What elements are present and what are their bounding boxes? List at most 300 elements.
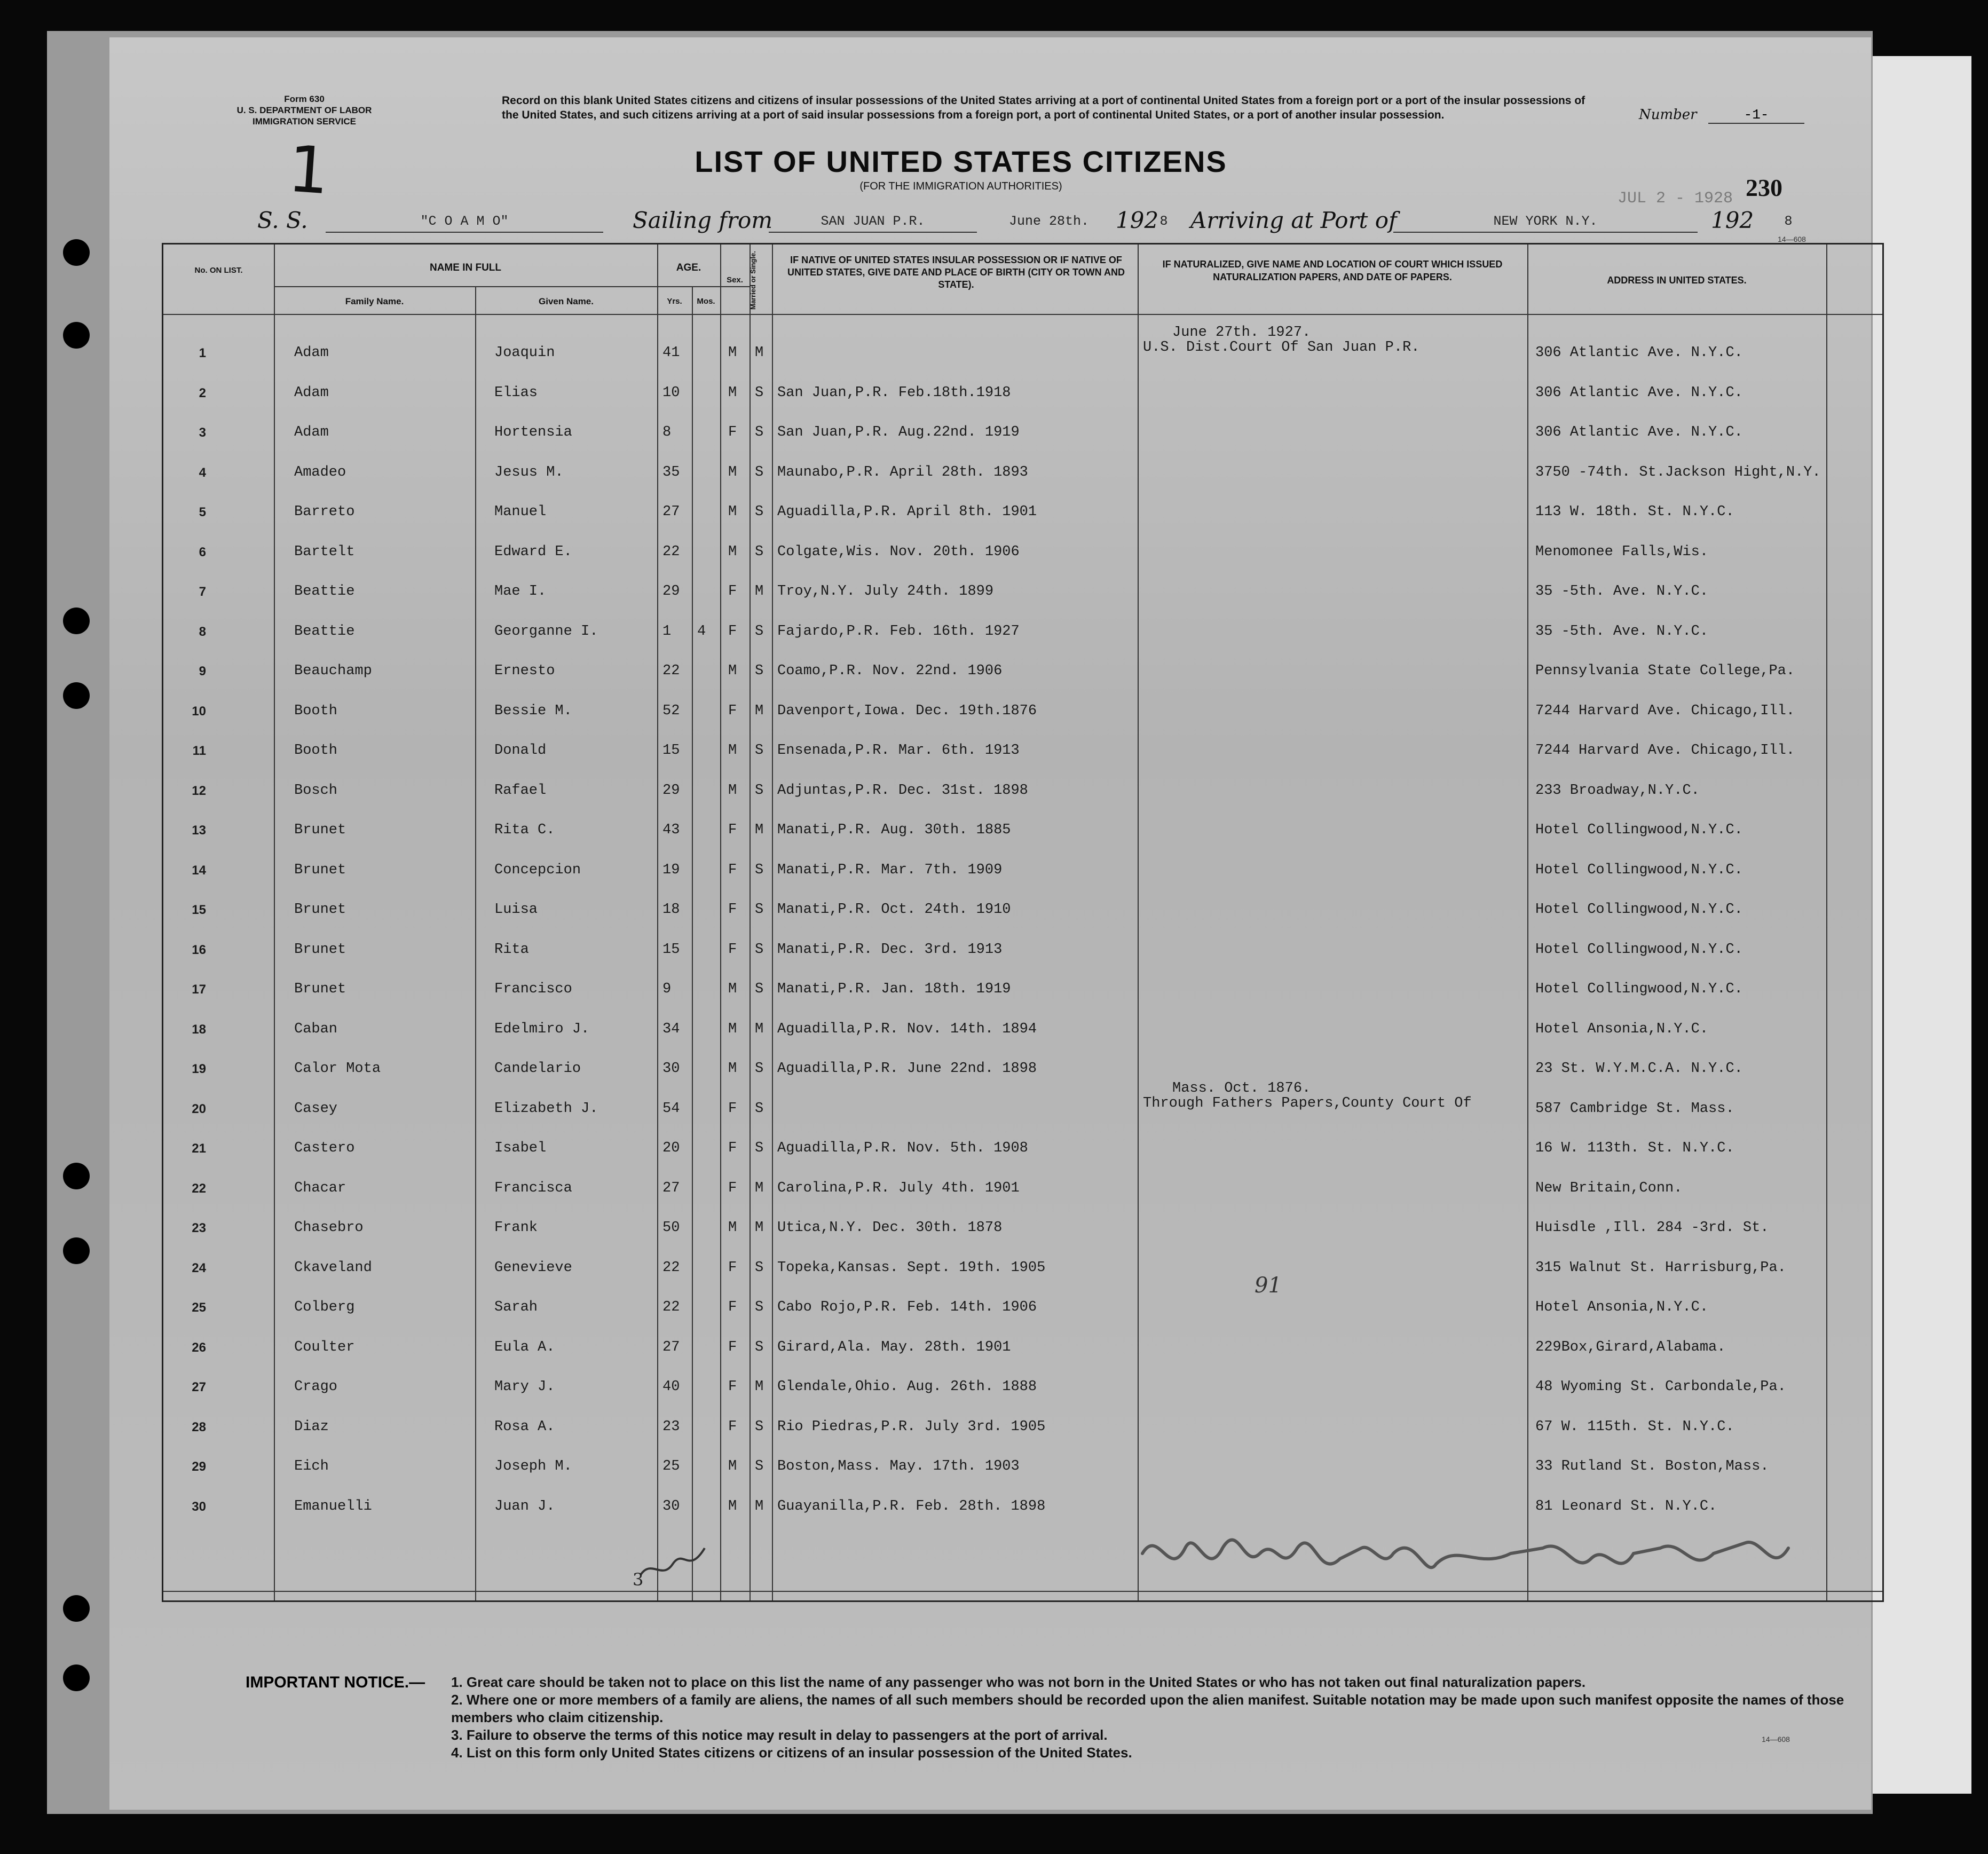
row-number: 24: [192, 1260, 206, 1275]
given-name: Jesus M.: [494, 464, 564, 480]
header-married-or-single: Married or Single.: [749, 251, 757, 310]
family-name: Booth: [294, 743, 338, 759]
age-years: 1: [662, 623, 672, 640]
header-name-in-full: NAME IN FULL: [429, 262, 502, 273]
age-years: 30: [662, 1061, 680, 1077]
sex: M: [728, 1220, 737, 1236]
family-name: Colberg: [294, 1299, 355, 1315]
table-row: [163, 1200, 1882, 1240]
table-row: [163, 881, 1882, 921]
birth-place-date: Guayanilla,P.R. Feb. 28th. 1898: [777, 1498, 1046, 1514]
given-name: Ernesto: [494, 663, 555, 679]
sex: M: [728, 1458, 737, 1474]
pencil-number: 91: [1255, 1273, 1282, 1298]
sex: F: [728, 941, 737, 958]
naturalization-date: June 27th. 1927.: [1172, 325, 1311, 341]
notice-item-3: 3. Failure to observe the terms of this notice may result in delay to passengers at the port of arrival.: [451, 1727, 1108, 1743]
address: Hotel Collingwood,N.Y.C.: [1535, 981, 1743, 997]
given-name: Isabel: [494, 1140, 547, 1156]
birth-place-date: Manati,P.R. Jan. 18th. 1919: [777, 981, 1011, 997]
page-subtitle: (FOR THE IMMIGRATION AUTHORITIES): [859, 180, 1062, 192]
given-name: Elias: [494, 384, 538, 401]
family-name: Coulter: [294, 1339, 355, 1355]
birth-place-date: Aguadilla,P.R. April 8th. 1901: [777, 504, 1037, 520]
birth-place-date: Aguadilla,P.R. Nov. 5th. 1908: [777, 1140, 1028, 1156]
sex: M: [728, 663, 737, 679]
sex: M: [728, 1021, 737, 1037]
punch-hole: [63, 239, 90, 266]
table-row: [163, 1319, 1882, 1359]
age-years: 27: [662, 1180, 680, 1196]
row-number: 1: [199, 346, 206, 360]
birth-place-date: Colgate,Wis. Nov. 20th. 1906: [777, 543, 1020, 560]
given-name: Concepcion: [494, 862, 581, 878]
table-row: [163, 1359, 1882, 1399]
family-name: Adam: [294, 424, 329, 440]
given-name: Rosa A.: [494, 1418, 555, 1435]
row-number: 21: [192, 1141, 206, 1156]
address: 587 Cambridge St. Mass.: [1535, 1100, 1734, 1117]
table-row: [163, 524, 1882, 564]
sex: F: [728, 1418, 737, 1435]
address: 3750 -74th. St.Jackson Hight,N.Y.: [1535, 464, 1821, 480]
married-single: S: [755, 623, 764, 640]
row-number: 29: [192, 1459, 206, 1474]
age-months: 4: [697, 623, 706, 640]
married-single: S: [755, 1458, 764, 1474]
arriving-year-prefix: 192: [1711, 207, 1754, 233]
family-name: Crago: [294, 1379, 338, 1395]
sex: M: [728, 1061, 737, 1077]
birth-place-date: Troy,N.Y. July 24th. 1899: [777, 583, 994, 599]
family-name: Brunet: [294, 941, 346, 958]
sex: M: [728, 782, 737, 799]
department-name: U. S. DEPARTMENT OF LABOR: [236, 105, 372, 115]
family-name: Eich: [294, 1458, 329, 1474]
married-single: S: [755, 464, 764, 480]
married-single: S: [755, 384, 764, 401]
header-sex: Sex.: [727, 275, 743, 285]
sex: M: [728, 464, 737, 480]
table-row: [163, 1438, 1882, 1478]
birth-place-date: Manati,P.R. Oct. 24th. 1910: [777, 902, 1011, 918]
sex: F: [728, 1259, 737, 1276]
family-name: Booth: [294, 703, 338, 719]
married-single: M: [755, 822, 764, 838]
row-number: 9: [199, 664, 206, 679]
header-no: No. ON LIST.: [194, 266, 243, 275]
given-name: Eula A.: [494, 1339, 555, 1355]
sex: M: [728, 1498, 737, 1514]
age-years: 50: [662, 1220, 680, 1236]
number-value: -1-: [1708, 107, 1804, 124]
family-name: Amadeo: [294, 464, 346, 480]
table-row: [163, 1001, 1882, 1041]
given-name: Candelario: [494, 1061, 581, 1077]
given-name: Sarah: [494, 1299, 538, 1315]
row-number: 16: [192, 942, 206, 957]
address: 306 Atlantic Ave. N.Y.C.: [1535, 345, 1743, 361]
birth-place-date: Cabo Rojo,P.R. Feb. 14th. 1906: [777, 1299, 1037, 1315]
row-number: 12: [192, 783, 206, 798]
row-number: 23: [192, 1221, 206, 1235]
address: Huisdle ,Ill. 284 -3rd. St.: [1535, 1220, 1769, 1236]
print-code-top: 14—608: [1778, 235, 1806, 243]
sex: F: [728, 1339, 737, 1355]
table-row: [163, 1279, 1882, 1319]
table-row: [163, 563, 1882, 603]
family-name: Barreto: [294, 504, 355, 520]
married-single: S: [755, 1140, 764, 1156]
age-years: 29: [662, 583, 680, 599]
given-name: Joseph M.: [494, 1458, 572, 1474]
given-name: Donald: [494, 743, 547, 759]
given-name: Edelmiro J.: [494, 1021, 590, 1037]
married-single: S: [755, 862, 764, 878]
punch-hole: [63, 1163, 90, 1189]
address: 113 W. 18th. St. N.Y.C.: [1535, 504, 1734, 520]
address: 35 -5th. Ave. N.Y.C.: [1535, 583, 1709, 599]
age-years: 27: [662, 1339, 680, 1355]
pencil-scribble: [630, 1527, 715, 1591]
row-number: 13: [192, 823, 206, 838]
sailing-from-label: Sailing from: [633, 207, 773, 233]
header-age: AGE.: [676, 262, 701, 273]
table-row: [163, 1040, 1882, 1080]
married-single: M: [755, 583, 764, 599]
married-single: S: [755, 941, 764, 958]
row-number: 27: [192, 1380, 206, 1394]
table-row: [163, 484, 1882, 524]
married-single: M: [755, 1498, 764, 1514]
punch-hole: [63, 322, 90, 349]
married-single: S: [755, 782, 764, 799]
given-name: Rita: [494, 941, 529, 958]
family-name: Casey: [294, 1100, 338, 1117]
ss-label: S. S.: [257, 207, 308, 233]
family-name: Brunet: [294, 902, 346, 918]
married-single: M: [755, 1220, 764, 1236]
family-name: Adam: [294, 384, 329, 401]
address: Pennsylvania State College,Pa.: [1535, 663, 1795, 679]
age-years: 27: [662, 504, 680, 520]
row-number: 26: [192, 1340, 206, 1355]
given-name: Francisco: [494, 981, 572, 997]
given-name: Hortensia: [494, 424, 572, 440]
birth-place-date: Utica,N.Y. Dec. 30th. 1878: [777, 1220, 1003, 1236]
address: 306 Atlantic Ave. N.Y.C.: [1535, 384, 1743, 401]
given-name: Elizabeth J.: [494, 1100, 598, 1117]
age-years: 19: [662, 862, 680, 878]
sex: F: [728, 1140, 737, 1156]
age-years: 22: [662, 663, 680, 679]
table-row: [163, 1240, 1882, 1280]
family-name: Brunet: [294, 981, 346, 997]
notice-title: IMPORTANT NOTICE.—: [246, 1674, 425, 1691]
header-address: ADDRESS IN UNITED STATES.: [1607, 275, 1747, 286]
married-single: S: [755, 1299, 764, 1315]
birth-place-date: Glendale,Ohio. Aug. 26th. 1888: [777, 1379, 1037, 1395]
header-subline: [274, 286, 750, 287]
sex: F: [728, 623, 737, 640]
row-number: 5: [199, 505, 206, 519]
service-name: IMMIGRATION SERVICE: [253, 116, 356, 127]
age-years: 25: [662, 1458, 680, 1474]
address: 81 Leonard St. N.Y.C.: [1535, 1498, 1717, 1514]
birth-place-date: Aguadilla,P.R. Nov. 14th. 1894: [777, 1021, 1037, 1037]
row-number: 20: [192, 1101, 206, 1116]
birth-place-date: Maunabo,P.R. April 28th. 1893: [777, 464, 1028, 480]
family-name: Ckaveland: [294, 1259, 372, 1276]
age-years: 20: [662, 1140, 680, 1156]
married-single: S: [755, 504, 764, 520]
married-single: S: [755, 424, 764, 440]
birth-place-date: Girard,Ala. May. 28th. 1901: [777, 1339, 1011, 1355]
family-name: Castero: [294, 1140, 355, 1156]
given-name: Bessie M.: [494, 703, 572, 719]
pencil-bottom-mark: 3: [633, 1569, 644, 1590]
address: 48 Wyoming St. Carbondale,Pa.: [1535, 1379, 1786, 1395]
table-row: [163, 683, 1882, 723]
age-years: 15: [662, 743, 680, 759]
sex: F: [728, 703, 737, 719]
address: 233 Broadway,N.Y.C.: [1535, 782, 1700, 799]
birth-place-date: Ensenada,P.R. Mar. 6th. 1913: [777, 743, 1020, 759]
age-years: 40: [662, 1379, 680, 1395]
given-name: Mary J.: [494, 1379, 555, 1395]
sex: F: [728, 902, 737, 918]
address: 35 -5th. Ave. N.Y.C.: [1535, 623, 1709, 640]
age-years: 18: [662, 902, 680, 918]
given-name: Joaquin: [494, 345, 555, 361]
table-row: [163, 762, 1882, 802]
sex: F: [728, 583, 737, 599]
married-single: S: [755, 981, 764, 997]
table-row: [163, 842, 1882, 882]
row-number: 22: [192, 1181, 206, 1196]
inspector-signature: [1137, 1516, 1804, 1591]
birth-place-date: Rio Piedras,P.R. July 3rd. 1905: [777, 1418, 1046, 1435]
family-name: Calor Mota: [294, 1061, 381, 1077]
age-years: 10: [662, 384, 680, 401]
punch-hole: [63, 682, 90, 709]
address: 7244 Harvard Ave. Chicago,Ill.: [1535, 743, 1795, 759]
sex: M: [728, 384, 737, 401]
married-single: M: [755, 1379, 764, 1395]
ship-name: "C O A M O": [326, 214, 603, 233]
birth-place-date: Davenport,Iowa. Dec. 19th.1876: [777, 703, 1037, 719]
given-name: Luisa: [494, 902, 538, 918]
table-row: [163, 921, 1882, 961]
form-instructions: Record on this blank United States citizens and citizens of insular possessions of the United States arriving at a port of continental United States from a foreign port or a port of the insular possessions of the United States, and such citizens arriving at a port of said insular possessions from a foreign port, a port of continental United States, or a port of another insular possession.: [502, 94, 1585, 121]
birth-place-date: Aguadilla,P.R. June 22nd. 1898: [777, 1061, 1037, 1077]
sex: F: [728, 424, 737, 440]
form-id-block: [192, 93, 416, 127]
birth-place-date: Manati,P.R. Dec. 3rd. 1913: [777, 941, 1003, 958]
birth-place-date: Topeka,Kansas. Sept. 19th. 1905: [777, 1259, 1046, 1276]
sex: F: [728, 822, 737, 838]
row-number: 18: [192, 1022, 206, 1037]
address: 16 W. 113th. St. N.Y.C.: [1535, 1140, 1734, 1156]
family-name: Adam: [294, 345, 329, 361]
given-name: Frank: [494, 1220, 538, 1236]
given-name: Edward E.: [494, 543, 572, 560]
birth-place-date: San Juan,P.R. Feb.18th.1918: [777, 384, 1011, 401]
number-label: Number: [1639, 107, 1697, 123]
table-row: [163, 643, 1882, 683]
print-code-bottom: 14—608: [1762, 1735, 1790, 1743]
row-number: 7: [199, 585, 206, 599]
form-number: Form 630: [284, 94, 325, 104]
row-number: 30: [192, 1499, 206, 1514]
family-name: Beattie: [294, 583, 355, 599]
married-single: S: [755, 1061, 764, 1077]
birth-place-date: Manati,P.R. Mar. 7th. 1909: [777, 862, 1003, 878]
family-name: Bosch: [294, 782, 338, 799]
sailing-from: SAN JUAN P.R.: [769, 214, 977, 233]
married-single: S: [755, 1339, 764, 1355]
address: Hotel Collingwood,N.Y.C.: [1535, 862, 1743, 878]
age-years: 23: [662, 1418, 680, 1435]
age-years: 34: [662, 1021, 680, 1037]
header-mos: Mos.: [697, 297, 715, 306]
married-single: S: [755, 663, 764, 679]
table-row: [163, 1399, 1882, 1439]
given-name: Georganne I.: [494, 623, 598, 640]
notice-list: [451, 1674, 1850, 1762]
address: 67 W. 115th. St. N.Y.C.: [1535, 1418, 1734, 1435]
given-name: Mae I.: [494, 583, 547, 599]
notice-item-2: 2. Where one or more members of a family are aliens, the names of all such members should be recorded upon the alien manifest. Suitable notation may be made upon such manifest opposite the names of those members who claim citizenship.: [451, 1692, 1844, 1725]
family-name: Beauchamp: [294, 663, 372, 679]
row-number: 3: [199, 425, 206, 440]
table-row: [163, 365, 1882, 405]
table-row: [163, 444, 1882, 484]
family-name: Brunet: [294, 862, 346, 878]
family-name: Chasebro: [294, 1220, 364, 1236]
married-single: S: [755, 543, 764, 560]
given-name: Juan J.: [494, 1498, 555, 1514]
row-number: 28: [192, 1419, 206, 1434]
age-years: 41: [662, 345, 680, 361]
birth-place-date: Carolina,P.R. July 4th. 1901: [777, 1180, 1020, 1196]
age-years: 52: [662, 703, 680, 719]
married-single: M: [755, 703, 764, 719]
family-name: Diaz: [294, 1418, 329, 1435]
row-number: 8: [199, 624, 206, 639]
sex: F: [728, 862, 737, 878]
married-single: S: [755, 1100, 764, 1117]
punch-hole: [63, 608, 90, 634]
table-row: [163, 404, 1882, 444]
address: 306 Atlantic Ave. N.Y.C.: [1535, 424, 1743, 440]
page-title: LIST OF UNITED STATES CITIZENS: [695, 145, 1227, 178]
address: 33 Rutland St. Boston,Mass.: [1535, 1458, 1769, 1474]
naturalization-date: Mass. Oct. 1876.: [1172, 1080, 1311, 1096]
table-row: [163, 1080, 1882, 1121]
family-name: Bartelt: [294, 543, 355, 560]
age-years: 22: [662, 1259, 680, 1276]
row-number: 15: [192, 903, 206, 917]
birth-place-date: Manati,P.R. Aug. 30th. 1885: [777, 822, 1011, 838]
table-row: [163, 722, 1882, 762]
sex: F: [728, 1299, 737, 1315]
handwritten-mark: 1: [286, 132, 332, 209]
given-name: Rafael: [494, 782, 547, 799]
address: Hotel Ansonia,N.Y.C.: [1535, 1021, 1709, 1037]
age-years: 43: [662, 822, 680, 838]
family-name: Brunet: [294, 822, 346, 838]
given-name: Rita C.: [494, 822, 555, 838]
sex: M: [728, 504, 737, 520]
punch-hole: [63, 1595, 90, 1622]
row-number: 4: [199, 465, 206, 480]
row-number: 11: [192, 744, 206, 758]
address: 315 Walnut St. Harrisburg,Pa.: [1535, 1259, 1786, 1276]
address: Menomonee Falls,Wis.: [1535, 543, 1709, 560]
married-single: M: [755, 1180, 764, 1196]
age-years: 30: [662, 1498, 680, 1514]
sex: M: [728, 743, 737, 759]
row-number: 2: [199, 385, 206, 400]
address: 23 St. W.Y.M.C.A. N.Y.C.: [1535, 1061, 1743, 1077]
address: New Britain,Conn.: [1535, 1180, 1683, 1196]
sex: F: [728, 1100, 737, 1117]
age-years: 54: [662, 1100, 680, 1117]
given-name: Manuel: [494, 504, 547, 520]
sailing-year-digit: 8: [1159, 214, 1168, 229]
address: Hotel Collingwood,N.Y.C.: [1535, 902, 1743, 918]
address: 7244 Harvard Ave. Chicago,Ill.: [1535, 703, 1795, 719]
given-name: Genevieve: [494, 1259, 572, 1276]
table-row: [163, 603, 1882, 643]
age-years: 22: [662, 543, 680, 560]
sailing-date: June 28th.: [1008, 214, 1090, 229]
row-number: 19: [192, 1062, 206, 1076]
table-row: [163, 1478, 1882, 1518]
table-row: [163, 325, 1882, 365]
sex: M: [728, 981, 737, 997]
arriving-label: Arriving at Port of: [1190, 207, 1397, 233]
age-years: 8: [662, 424, 672, 440]
header-given-name: Given Name.: [539, 296, 594, 306]
row-number: 17: [192, 982, 206, 997]
passenger-table: [162, 243, 1884, 1602]
row-number: 10: [192, 704, 206, 719]
naturalization-court: U.S. Dist.Court Of San Juan P.R.: [1143, 340, 1420, 356]
header-bottom-line: [163, 314, 1882, 315]
table-row: [163, 1120, 1882, 1160]
row-number: 25: [192, 1300, 206, 1315]
family-name: Beattie: [294, 623, 355, 640]
table-bottom-rule: [163, 1591, 1882, 1592]
age-years: 35: [662, 464, 680, 480]
married-single: S: [755, 1259, 764, 1276]
age-years: 9: [662, 981, 672, 997]
age-years: 15: [662, 941, 680, 958]
row-number: 14: [192, 863, 206, 878]
sex: F: [728, 1379, 737, 1395]
age-years: 22: [662, 1299, 680, 1315]
sheet-number: 230: [1746, 174, 1782, 201]
address: Hotel Collingwood,N.Y.C.: [1535, 822, 1743, 838]
address: 229Box,Girard,Alabama.: [1535, 1339, 1726, 1355]
header-family-name: Family Name.: [345, 296, 404, 306]
married-single: S: [755, 1418, 764, 1435]
birth-place-date: Coamo,P.R. Nov. 22nd. 1906: [777, 663, 1003, 679]
header-naturalized: IF NATURALIZED, GIVE NAME AND LOCATION OF COURT WHICH ISSUED NATURALIZATION PAPERS, AND DATE OF PAPERS.: [1162, 259, 1503, 282]
address: Hotel Collingwood,N.Y.C.: [1535, 941, 1743, 958]
